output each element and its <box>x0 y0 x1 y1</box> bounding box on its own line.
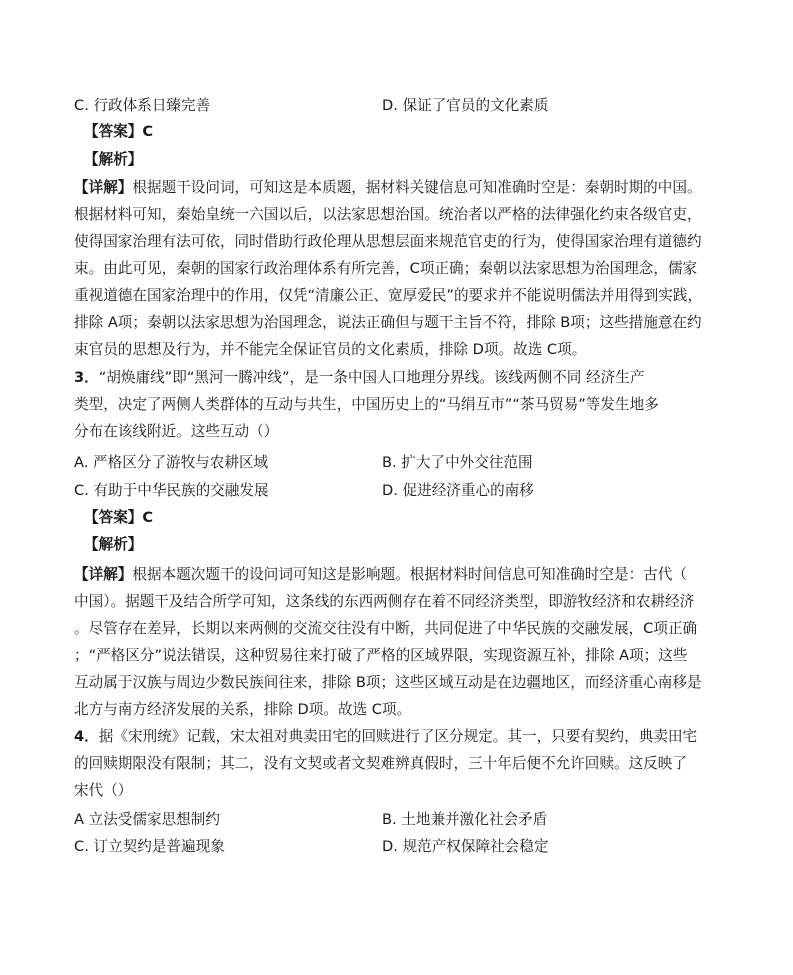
answer-value: C <box>142 509 154 526</box>
q2-detail-line: 排除 A项；秦朝以法家思想为治国理念，说法正确但与题干主旨不符，排除 B项；这些措施意在约 <box>74 314 702 331</box>
q2-detail-line: 重视道德在国家治理中的作用，仅凭“清廉公正、宽厚爱民”的要求并不能说明儒法并用得到实践， <box>74 287 703 304</box>
answer-label: 【答案】 <box>84 509 143 526</box>
q4-stem-line: 的回赎期限没有限制；其二，没有文契或者文契难辨真假时，三十年后便不允许回赎。这反映了 <box>74 755 687 772</box>
q3-option-a: A. 严格区分了游牧与农耕区域 <box>74 454 269 471</box>
answer-label: 【答案】 <box>84 123 143 140</box>
q2-option-d: D. 保证了官员的文化素质 <box>382 97 549 114</box>
q4-stem-line: 4．据《宋刑统》记载，宋太祖对典卖田宅的回赎进行了区分规定。其一，只要有契约，典卖田宅 <box>74 728 698 745</box>
q3-stem-line: 分布在该线附近。这些互动（） <box>74 423 279 440</box>
detail-label: 【详解】 <box>74 179 133 196</box>
q3-analysis-label: 【解析】 <box>84 536 143 553</box>
q3-detail-line: 互动属于汉族与周边少数民族间往来，排除 B项；这些区域互动是在边疆地区，而经济重心南移是 <box>74 674 702 691</box>
q2-option-c: C. 行政体系日臻完善 <box>74 97 211 114</box>
q4-option-b: B. 土地兼并激化社会矛盾 <box>382 811 548 828</box>
q4-option-d: D. 规范产权保障社会稳定 <box>382 838 549 855</box>
question-number: 4． <box>74 728 99 745</box>
q3-option-c: C. 有助于中华民族的交融发展 <box>74 482 269 499</box>
q2-detail-line: 束。由此可见，秦朝的国家行政治理体系有所完善，C项正确；秦朝以法家思想为治国理念，儒家 <box>74 260 698 277</box>
q3-option-b: B. 扩大了中外交往范围 <box>382 454 533 471</box>
q4-option-c: C. 订立契约是普遍现象 <box>74 838 225 855</box>
q2-detail-line: 使得国家治理有法可依，同时借助行政伦理从思想层面来规范官吏的行为，使得国家治理有道德约 <box>74 233 702 250</box>
q3-stem-line: 3．“胡焕庸线”即“黑河一腾冲线”，是一条中国人口地理分界线。该线两侧不同 经济生产 <box>74 369 645 386</box>
detail-label: 【详解】 <box>74 566 133 583</box>
q3-answer <box>84 508 153 528</box>
q4-stem-line: 宋代（） <box>74 782 133 799</box>
q2-analysis-label: 【解析】 <box>84 151 143 168</box>
q3-detail-line: 。尽管存在差异，长期以来两侧的交流交往没有中断，共同促进了中华民族的交融发展，C项正确 <box>74 620 698 637</box>
q3-detail-line: 北方与南方经济发展的关系，排除 D项。故选 C项。 <box>74 701 412 718</box>
q2-detail-line: 根据材料可知，秦始皇统一六国以后，以法家思想治国。统治者以严格的法律强化约束各级官吏， <box>74 206 702 223</box>
q3-stem-line: 类型，决定了两侧人类群体的互动与共生，中国历史上的“马绢互市”“茶马贸易”等发生地多 <box>74 396 659 413</box>
q2-answer <box>84 122 153 142</box>
q3-detail-line: 中国）。据题干及结合所学可知，这条线的东西两侧存在着不同经济类型，即游牧经济和农耕经济 <box>74 593 695 610</box>
q2-detail-line: 束官员的思想及行为，并不能完全保证官员的文化素质，排除 D项。故选 C项。 <box>74 341 587 358</box>
q2-detail-line: 【详解】根据题干设问词，可知这是本质题，据材料关键信息可知准确时空是：秦朝时期的中国。 <box>74 179 702 196</box>
q3-option-d: D. 促进经济重心的南移 <box>382 482 534 499</box>
q3-detail-line: 【详解】根据本题次题干的设问词可知这是影响题。根据材料时间信息可知准确时空是：古代（ <box>74 566 687 583</box>
question-number: 3． <box>74 369 99 386</box>
q3-detail-line: ；“严格区分”说法错误，这种贸易往来打破了严格的区域界限，实现资源互补，排除 A项；这些 <box>74 647 688 664</box>
answer-value: C <box>142 123 154 140</box>
q4-option-a: A 立法受儒家思想制约 <box>74 811 220 828</box>
